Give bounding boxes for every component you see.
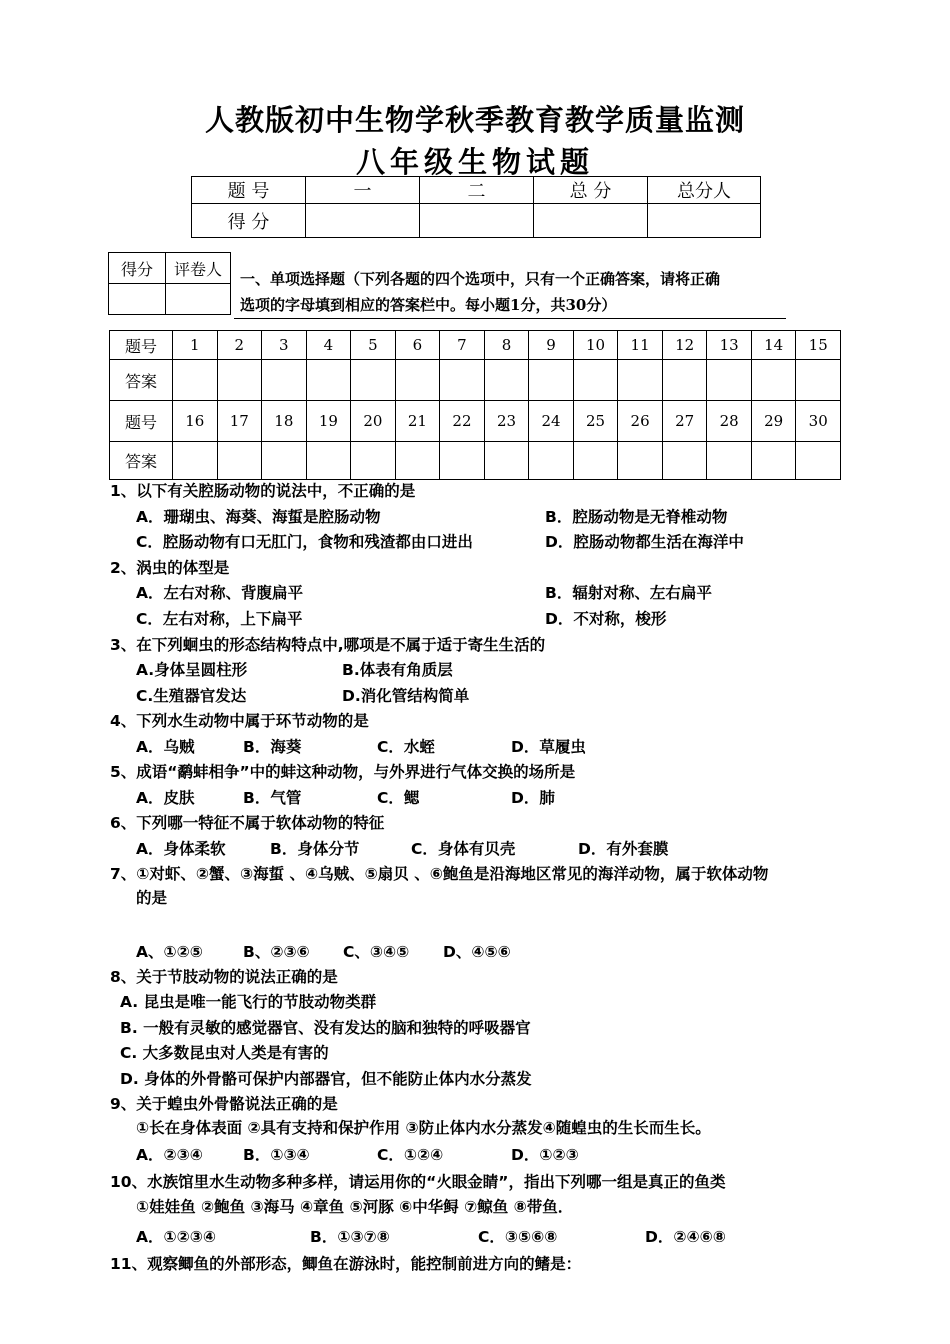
answer-cell-23[interactable]: [484, 442, 529, 480]
question-4-stem: 4、下列水生动物中属于环节动物的是: [110, 712, 369, 730]
answer-cell-16[interactable]: [173, 442, 218, 480]
question-7-option-c: C、③④⑤: [343, 943, 410, 961]
question-9-stem: 9、关于蝗虫外骨骼说法正确的是: [110, 1095, 338, 1113]
answer-cell-12[interactable]: [662, 360, 707, 401]
question-number-cell: 22: [440, 401, 485, 442]
question-2-option-c: C．左右对称，上下扁平: [136, 610, 303, 628]
row-label-answer: 答案: [110, 442, 173, 480]
question-number-cell: 29: [751, 401, 796, 442]
question-11-stem: 11、观察鲫鱼的外部形态，鲫鱼在游泳时，能控制前进方向的鳍是：: [110, 1255, 582, 1273]
answer-cell-3[interactable]: [262, 360, 307, 401]
question-number-cell: 13: [707, 331, 752, 360]
section-divider: [234, 318, 786, 319]
question-number-cell: 21: [395, 401, 440, 442]
question-4-option-a: A．乌贼: [136, 738, 195, 756]
score-header-grader: 总分人: [648, 177, 761, 204]
answer-cell-26[interactable]: [618, 442, 663, 480]
question-5-option-b: B．气管: [243, 789, 302, 807]
question-9-option-b: B．①③④: [243, 1146, 310, 1164]
answer-cell-1[interactable]: [173, 360, 218, 401]
question-7-option-d: D、④⑤⑥: [443, 943, 511, 961]
question-10-option-c: C．③⑤⑥⑧: [478, 1228, 558, 1246]
row-label-answer: 答案: [110, 360, 173, 401]
question-8-option-d: D. 身体的外骨骼可保护内部器官，但不能防止体内水分蒸发: [120, 1070, 532, 1088]
question-6-option-d: D．有外套膜: [578, 840, 669, 858]
question-number-cell: 5: [351, 331, 396, 360]
answer-cell-28[interactable]: [707, 442, 752, 480]
question-1-option-d: D．腔肠动物都生活在海洋中: [545, 533, 744, 551]
answer-cell-30[interactable]: [796, 442, 841, 480]
section-grader-cell[interactable]: [166, 284, 231, 315]
question-number-cell: 12: [662, 331, 707, 360]
exam-title: 人教版初中生物学秋季教育教学质量监测: [204, 103, 745, 137]
question-number-cell: 6: [395, 331, 440, 360]
question-number-cell: 23: [484, 401, 529, 442]
question-4-option-c: C．水蛭: [377, 738, 435, 756]
question-5-option-a: A．皮肤: [136, 789, 195, 807]
score-summary-table: [191, 176, 761, 238]
answer-cell-22[interactable]: [440, 442, 485, 480]
score-header-part-1: 一: [306, 177, 420, 204]
question-6-option-a: A．身体柔软: [136, 840, 226, 858]
question-8-option-b: B. 一般有灵敏的感觉器官、没有发达的脑和独特的呼吸器官: [120, 1019, 531, 1037]
question-2-option-b: B．辐射对称、左右扁平: [545, 584, 712, 602]
question-1-option-b: B．腔肠动物是无脊椎动物: [545, 508, 728, 526]
question-1-stem: 1、以下有关腔肠动物的说法中，不正确的是: [110, 482, 416, 500]
question-7-stem-continued: 的是: [136, 889, 168, 907]
answer-cell-5[interactable]: [351, 360, 396, 401]
question-number-cell: 8: [484, 331, 529, 360]
question-number-cell: 9: [529, 331, 574, 360]
question-1-option-a: A．珊瑚虫、海葵、海蜇是腔肠动物: [136, 508, 381, 526]
question-4-option-d: D．草履虫: [511, 738, 586, 756]
question-1-option-c: C．腔肠动物有口无肛门，食物和残渣都由口进出: [136, 533, 473, 551]
question-number-cell: 3: [262, 331, 307, 360]
answer-cell-7[interactable]: [440, 360, 485, 401]
question-6-option-b: B．身体分节: [270, 840, 360, 858]
answer-cell-17[interactable]: [217, 442, 262, 480]
question-9-option-a: A．②③④: [136, 1146, 203, 1164]
answer-cell-27[interactable]: [662, 442, 707, 480]
question-number-cell: 20: [351, 401, 396, 442]
answer-cell-6[interactable]: [395, 360, 440, 401]
question-number-cell: 14: [751, 331, 796, 360]
question-8-option-c: C. 大多数昆虫对人类是有害的: [120, 1044, 329, 1062]
answer-cell-11[interactable]: [618, 360, 663, 401]
question-3-option-b: B.体表有角质层: [342, 661, 453, 679]
question-2-stem: 2、涡虫的体型是: [110, 559, 230, 577]
question-6-option-c: C．身体有贝壳: [411, 840, 516, 858]
answer-cell-18[interactable]: [262, 442, 307, 480]
answer-cell-2[interactable]: [217, 360, 262, 401]
question-10-option-d: D．②④⑥⑧: [645, 1228, 726, 1246]
answer-cell-29[interactable]: [751, 442, 796, 480]
question-9-option-d: D．①②③: [511, 1146, 579, 1164]
question-3-option-a: A.身体呈圆柱形: [136, 661, 248, 679]
question-number-cell: 2: [217, 331, 262, 360]
question-9-option-c: C．①②④: [377, 1146, 444, 1164]
question-7-stem: 7、①对虾、②蟹、③海蜇 、④乌贼、⑤扇贝 、⑥鲍鱼是沿海地区常见的海洋动物，属于软体动物: [110, 865, 769, 883]
answer-cell-13[interactable]: [707, 360, 752, 401]
question-5-option-d: D．肺: [511, 789, 555, 807]
question-10-option-b: B．①③⑦⑧: [310, 1228, 390, 1246]
question-number-cell: 19: [306, 401, 351, 442]
answer-cell-20[interactable]: [351, 442, 396, 480]
question-3-option-d: D.消化管结构简单: [342, 687, 470, 705]
question-3-stem: 3、在下列蛔虫的形态结构特点中,哪项是不属于适于寄生生活的: [110, 636, 546, 654]
answer-cell-24[interactable]: [529, 442, 574, 480]
question-5-option-c: C．鳃: [377, 789, 420, 807]
question-number-cell: 17: [217, 401, 262, 442]
score-header-part-2: 二: [420, 177, 534, 204]
question-number-cell: 10: [573, 331, 618, 360]
section-score-label: 得分: [109, 253, 166, 284]
answer-cell-21[interactable]: [395, 442, 440, 480]
row-label-number: 题号: [110, 331, 173, 360]
section-grader-box: [108, 252, 231, 315]
question-number-cell: 11: [618, 331, 663, 360]
score-header-total: 总 分: [534, 177, 648, 204]
answer-cell-4[interactable]: [306, 360, 351, 401]
question-8-option-a: A. 昆虫是唯一能飞行的节肢动物类群: [120, 993, 377, 1011]
section-score-cell[interactable]: [109, 284, 166, 315]
score-header-question-number: 题 号: [192, 177, 306, 204]
score-cell-total[interactable]: [534, 204, 648, 238]
question-9-statements: ①长在身体表面 ②具有支持和保护作用 ③防止体内水分蒸发④随蝗虫的生长而生长。: [136, 1119, 711, 1137]
question-5-stem: 5、成语“鹬蚌相争”中的蚌这种动物，与外界进行气体交换的场所是: [110, 763, 576, 781]
question-2-option-a: A．左右对称、背腹扁平: [136, 584, 303, 602]
exam-subtitle: 八年级生物试题: [355, 145, 594, 179]
question-number-cell: 26: [618, 401, 663, 442]
question-number-cell: 1: [173, 331, 218, 360]
question-number-cell: 16: [173, 401, 218, 442]
score-row-label: 得 分: [192, 204, 306, 238]
question-number-cell: 15: [796, 331, 841, 360]
answer-cell-9[interactable]: [529, 360, 574, 401]
question-number-cell: 25: [573, 401, 618, 442]
question-number-cell: 7: [440, 331, 485, 360]
question-10-option-a: A．①②③④: [136, 1228, 216, 1246]
section-grader-label: 评卷人: [166, 253, 231, 284]
question-number-cell: 28: [707, 401, 752, 442]
answer-cell-10[interactable]: [573, 360, 618, 401]
score-cell-part-1[interactable]: [306, 204, 420, 238]
question-10-stem: 10、水族馆里水生动物多种多样，请运用你的“火眼金睛”，指出下列哪一组是真正的鱼类: [110, 1173, 726, 1191]
answer-cell-8[interactable]: [484, 360, 529, 401]
row-label-number: 题号: [110, 401, 173, 442]
section-1-instructions: 一、单项选择题（下列各题的四个选项中，只有一个正确答案，请将正确 选项的字母填到相应的答案栏中。每小题1分，共30分）: [240, 270, 721, 314]
question-number-cell: 30: [796, 401, 841, 442]
question-10-statements: ①娃娃鱼 ②鲍鱼 ③海马 ④章鱼 ⑤河豚 ⑥中华鲟 ⑦鲸鱼 ⑧带鱼．: [136, 1198, 574, 1216]
question-number-cell: 4: [306, 331, 351, 360]
question-number-cell: 24: [529, 401, 574, 442]
answer-cell-15[interactable]: [796, 360, 841, 401]
question-number-cell: 27: [662, 401, 707, 442]
question-6-stem: 6、下列哪一特征不属于软体动物的特征: [110, 814, 385, 832]
question-number-cell: 18: [262, 401, 307, 442]
question-3-option-c: C.生殖器官发达: [136, 687, 247, 705]
question-8-stem: 8、关于节肢动物的说法正确的是: [110, 968, 338, 986]
answer-cell-25[interactable]: [573, 442, 618, 480]
answer-sheet-table: [109, 330, 841, 480]
question-7-option-b: B、②③⑥: [243, 943, 310, 961]
score-cell-part-2[interactable]: [420, 204, 534, 238]
question-7-option-a: A、①②⑤: [136, 943, 203, 961]
score-cell-grader[interactable]: [648, 204, 761, 238]
answer-cell-14[interactable]: [751, 360, 796, 401]
answer-cell-19[interactable]: [306, 442, 351, 480]
question-2-option-d: D．不对称，梭形: [545, 610, 667, 628]
question-4-option-b: B．海葵: [243, 738, 302, 756]
